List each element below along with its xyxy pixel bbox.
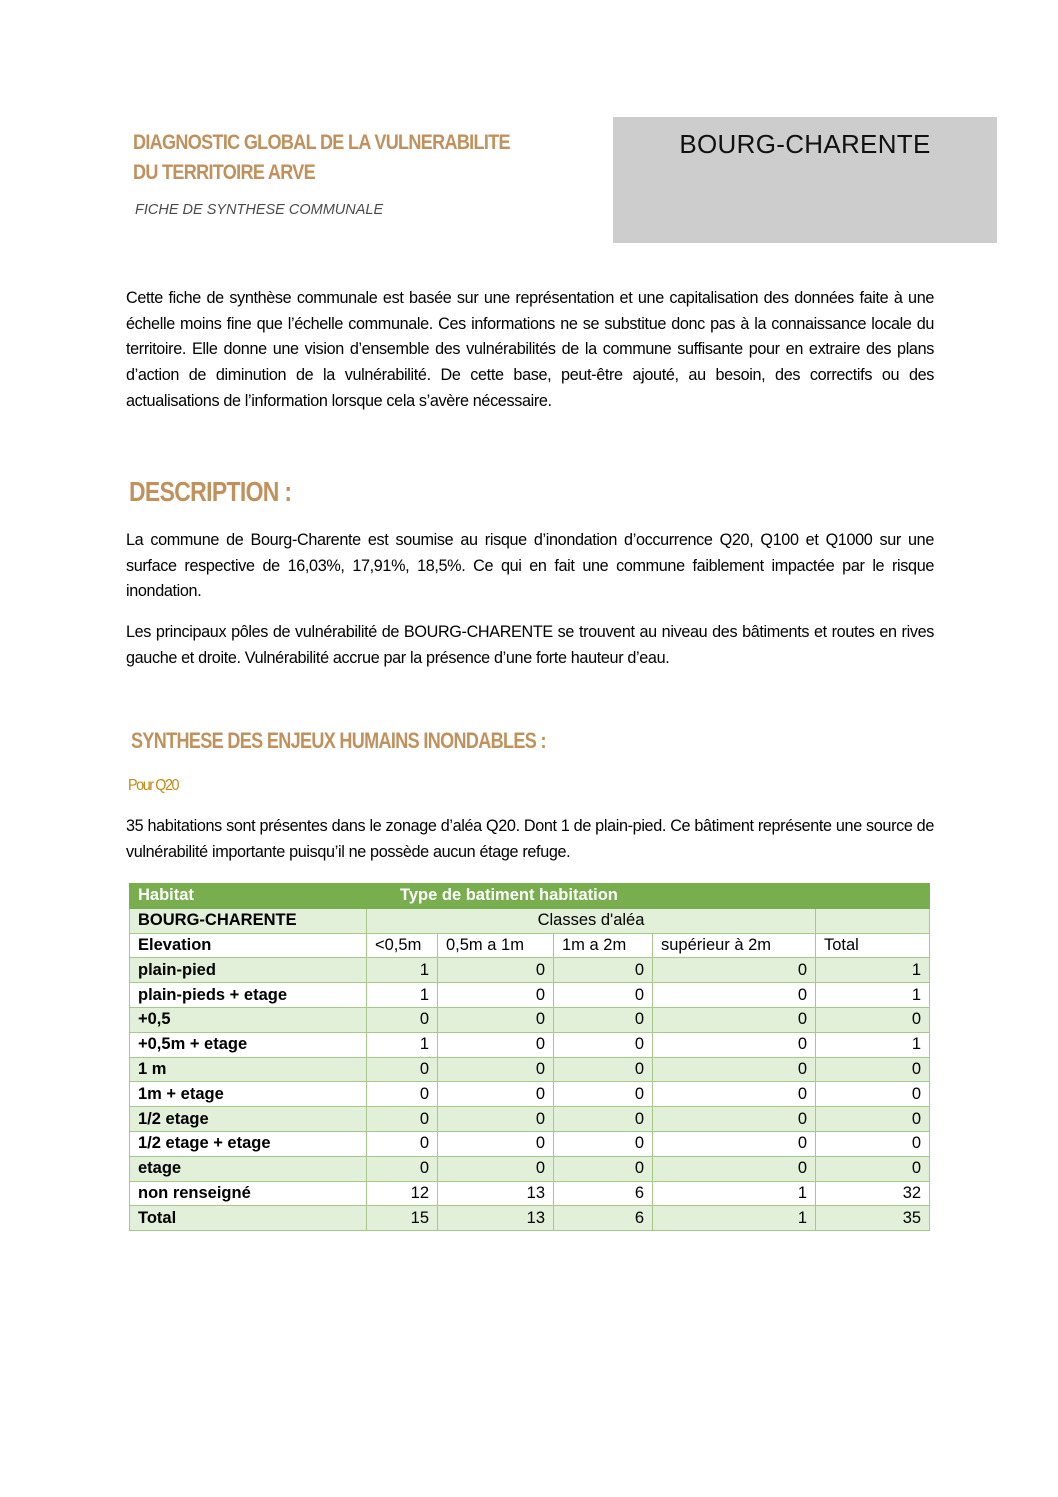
cell: 0 — [816, 1107, 930, 1132]
row-label: 1/2 etage — [130, 1107, 367, 1132]
cell: 0 — [367, 1007, 438, 1032]
cell: 0 — [367, 1131, 438, 1156]
synthese-text: 35 habitations sont présentes dans le zonage d’aléa Q20. Dont 1 de plain-pied. Ce bâtiment représente une source de vulnérabilité importante puisqu’il ne possède aucun étage refuge. — [126, 817, 934, 861]
cell: 0 — [816, 1057, 930, 1082]
cell: 13 — [438, 1206, 554, 1231]
description-paragraph-2 — [126, 620, 934, 671]
row-label: plain-pieds + etage — [130, 983, 367, 1008]
cell: 0 — [653, 1156, 816, 1181]
row-label: 1 m — [130, 1057, 367, 1082]
col-header-gt-2: supérieur à 2m — [653, 933, 816, 958]
cell: 0 — [554, 1032, 653, 1057]
cell: 1 — [816, 1032, 930, 1057]
row-label: non renseigné — [130, 1181, 367, 1206]
cell: 0 — [554, 1107, 653, 1132]
cell: 0 — [554, 983, 653, 1008]
cell: 1 — [367, 1032, 438, 1057]
intro-text: Cette fiche de synthèse communale est basée sur une représentation et une capitalisation des données faite à une échelle moins fine que l’échelle communale. Ces informations ne se substitue donc pas à la connaissance locale du territoire. Elle donne une vision d’ensemble des vulnérabilités de la commune suffisante pour en extraire des plans d’action de diminution de la vulnérabilité. De cette base, peut-être ajouté, au besoin, des correctifs ou des actualisations de l’information lorsque cela s’avère nécessaire. — [126, 289, 934, 410]
col-header-total: Total — [816, 933, 930, 958]
cell: 0 — [438, 1057, 554, 1082]
cell: 0 — [554, 958, 653, 983]
table-row — [130, 1082, 930, 1107]
cell: 0 — [554, 1057, 653, 1082]
cell: 0 — [438, 1032, 554, 1057]
table-title-row — [130, 884, 930, 909]
cell: 0 — [554, 1156, 653, 1181]
table-commune: BOURG-CHARENTE — [130, 908, 367, 933]
cell: 0 — [554, 1131, 653, 1156]
table-row — [130, 983, 930, 1008]
table-empty-cell — [816, 908, 930, 933]
document-subtitle: FICHE DE SYNTHESE COMMUNALE — [135, 202, 384, 218]
cell: 12 — [367, 1181, 438, 1206]
table-header-row — [130, 933, 930, 958]
cell: 1 — [653, 1206, 816, 1231]
row-label: +0,5m + etage — [130, 1032, 367, 1057]
table-row — [130, 1131, 930, 1156]
cell: 15 — [367, 1206, 438, 1231]
cell: 0 — [816, 1156, 930, 1181]
cell: 0 — [653, 1131, 816, 1156]
document-title-line2: DU TERRITOIRE ARVE — [133, 161, 315, 184]
table-row — [130, 1057, 930, 1082]
row-label: 1/2 etage + etage — [130, 1131, 367, 1156]
col-header-05-1: 0,5m a 1m — [438, 933, 554, 958]
table-title-main: Type de batiment habitation — [367, 884, 930, 909]
cell: 0 — [816, 1007, 930, 1032]
cell: 0 — [653, 1057, 816, 1082]
description-text-2: Les principaux pôles de vulnérabilité de BOURG-CHARENTE se trouvent au niveau des bâtiments et routes en rives gauche et droite. Vulnérabilité accrue par la présence d’une forte hauteur d’eau. — [126, 623, 934, 667]
cell: 0 — [438, 958, 554, 983]
cell: 0 — [653, 1007, 816, 1032]
cell: 6 — [554, 1206, 653, 1231]
document-title — [133, 128, 537, 188]
col-header-lt-05: <0,5m — [367, 933, 438, 958]
table-row — [130, 958, 930, 983]
col-header-1-2: 1m a 2m — [554, 933, 653, 958]
cell: 0 — [554, 1082, 653, 1107]
row-label: Total — [130, 1206, 367, 1231]
cell: 0 — [367, 1107, 438, 1132]
cell: 1 — [653, 1181, 816, 1206]
cell: 1 — [816, 983, 930, 1008]
cell: 0 — [653, 1082, 816, 1107]
cell: 35 — [816, 1206, 930, 1231]
cell: 0 — [367, 1156, 438, 1181]
habitat-table — [129, 883, 930, 1231]
intro-paragraph — [126, 286, 934, 415]
table-row — [130, 1107, 930, 1132]
cell: 1 — [367, 958, 438, 983]
cell: 0 — [367, 1057, 438, 1082]
table-classes-label: Classes d'aléa — [367, 908, 816, 933]
row-label: etage — [130, 1156, 367, 1181]
cell: 0 — [438, 1082, 554, 1107]
cell: 0 — [653, 1107, 816, 1132]
row-label: 1m + etage — [130, 1082, 367, 1107]
table-row — [130, 1032, 930, 1057]
col-header-elevation: Elevation — [130, 933, 367, 958]
table-total-row — [130, 1206, 930, 1231]
cell: 6 — [554, 1181, 653, 1206]
cell: 0 — [653, 1032, 816, 1057]
cell: 0 — [438, 1156, 554, 1181]
cell: 1 — [816, 958, 930, 983]
cell: 13 — [438, 1181, 554, 1206]
description-text-1: La commune de Bourg-Charente est soumise au risque d’inondation d’occurrence Q20, Q100 et Q1000 sur une surface respective de 16,03%, 17,91%, 18,5%. Ce qui en fait une commune faiblement impactée par le risque inondation. — [126, 531, 934, 601]
table-row — [130, 1181, 930, 1206]
cell: 0 — [438, 1131, 554, 1156]
cell: 0 — [554, 1007, 653, 1032]
table-row — [130, 1007, 930, 1032]
table-title-left: Habitat — [130, 884, 367, 909]
cell: 0 — [816, 1082, 930, 1107]
cell: 1 — [367, 983, 438, 1008]
table-row — [130, 1156, 930, 1181]
cell: 0 — [653, 958, 816, 983]
cell: 0 — [653, 983, 816, 1008]
row-label: +0,5 — [130, 1007, 367, 1032]
table-commune-row — [130, 908, 930, 933]
description-paragraph-1 — [126, 528, 934, 605]
cell: 0 — [367, 1082, 438, 1107]
cell: 0 — [438, 983, 554, 1008]
commune-box — [613, 117, 997, 243]
cell: 32 — [816, 1181, 930, 1206]
row-label: plain-pied — [130, 958, 367, 983]
document-title-line1: DIAGNOSTIC GLOBAL DE LA VULNERABILITE — [133, 131, 510, 154]
cell: 0 — [438, 1007, 554, 1032]
description-heading: DESCRIPTION : — [129, 476, 292, 507]
q20-subheading: Pour Q20 — [128, 777, 179, 794]
commune-name: BOURG-CHARENTE — [679, 129, 931, 159]
synthese-paragraph — [126, 814, 934, 865]
synthese-heading: SYNTHESE DES ENJEUX HUMAINS INONDABLES : — [131, 728, 546, 753]
cell: 0 — [438, 1107, 554, 1132]
cell: 0 — [816, 1131, 930, 1156]
